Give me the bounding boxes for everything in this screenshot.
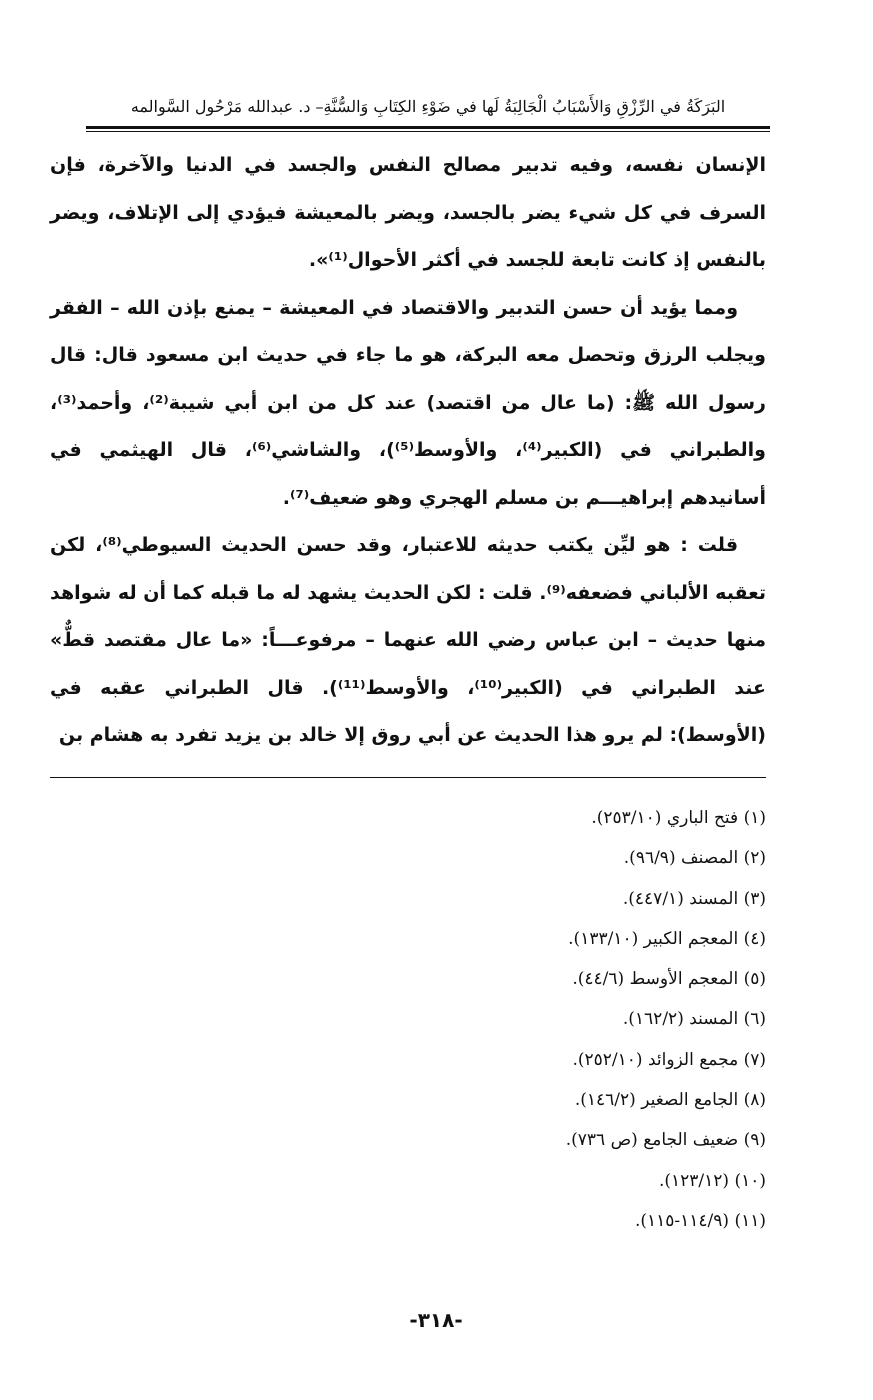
footnote-item: (٦) المسند (١٦٢/٢). <box>622 1009 766 1030</box>
footnote-item: (٣) المسند (٤٤٧/١). <box>622 888 766 909</box>
paragraph: ومما يؤيد أن حسن التدبير والاقتصاد في المعيشة – يمنع بإذن الله – الفقر ويجلب الرزق وتحصل معه البركة، هو ما جاء في حديث ابن مسعود قال: قال رسول الله ﷺ: (ما عال من اقتصد) عند كل من ابن أبي شيبة⁽²⁾، وأحمد⁽³⁾، والطبراني في (الكبير⁽⁴⁾، والأوسط⁽⁵⁾)، والشاشي⁽⁶⁾، قال الهيثمي في أسانيدهم إبراهيـــم بن مسلم الهجري وهو ضعيف⁽⁷⁾. <box>50 296 766 509</box>
footnote-item: (٥) المعجم الأوسط (٤٤/٦). <box>572 969 766 990</box>
footnote-item: (٧) مجمع الزوائد (٢٥٢/١٠). <box>572 1049 766 1070</box>
footnote-item: (٢) المصنف (٩٦/٩). <box>623 848 766 869</box>
header-rule-thin <box>86 131 770 132</box>
running-header: البَرَكَةُ في الرِّزْقِ وَالأَسْبَابُ الْجَالِبَةُ لَها في ضَوْءِ الكِتَابِ وَالسُّنَّةِ– د. عبدالله مَرْحُول السَّوالمه <box>130 97 726 116</box>
footnote-item: (١٠) (١٢٣/١٢). <box>658 1170 766 1191</box>
footnote-item: (٨) الجامع الصغير (١٤٦/٢). <box>574 1090 766 1111</box>
footnote-separator <box>50 777 766 778</box>
footnote-item: (١) فتح الباري (٢٥٣/١٠). <box>591 808 766 828</box>
footnote-item: (١١) (١١٤/٩-١١٥). <box>634 1210 766 1231</box>
header-rule-thick <box>86 126 770 129</box>
footnotes-list <box>50 798 766 1241</box>
main-text <box>50 142 766 760</box>
page-number: -٣١٨- <box>409 1308 463 1332</box>
footnote-item: (٩) ضعيف الجامع (ص ٧٣٦). <box>565 1130 766 1151</box>
footnote-item: (٤) المعجم الكبير (١٣٣/١٠). <box>568 928 766 949</box>
paragraph: الإنسان نفسه، وفيه تدبير مصالح النفس والجسد في الدنيا والآخرة، فإن السرف في كل شيء يضر بالجسد، ويضر بالمعيشة فيؤدي إلى الإتلاف، ويضر بالنفس إذ كانت تابعة للجسد في أكثر الأحوال⁽¹⁾». <box>50 154 766 271</box>
paragraph: قلت : هو ليِّن يكتب حديثه للاعتبار، وقد حسن الحديث السيوطي⁽⁸⁾، لكن تعقبه الألباني فضعفه⁽⁹⁾. قلت : لكن الحديث يشهد له ما قبله كما أن له شواهد منها حديث – ابن عباس رضي الله عنهما – مرفوعـــاً: «ما عال مقتصد قطٌّ» عند الطبراني في (الكبير⁽¹⁰⁾، والأوسط⁽¹¹⁾). قال الطبراني عقبه في (الأوسط): لم يرو هذا الحديث عن أبي روق إلا خالد بن يزيد تفرد به هشام بن <box>50 534 766 746</box>
